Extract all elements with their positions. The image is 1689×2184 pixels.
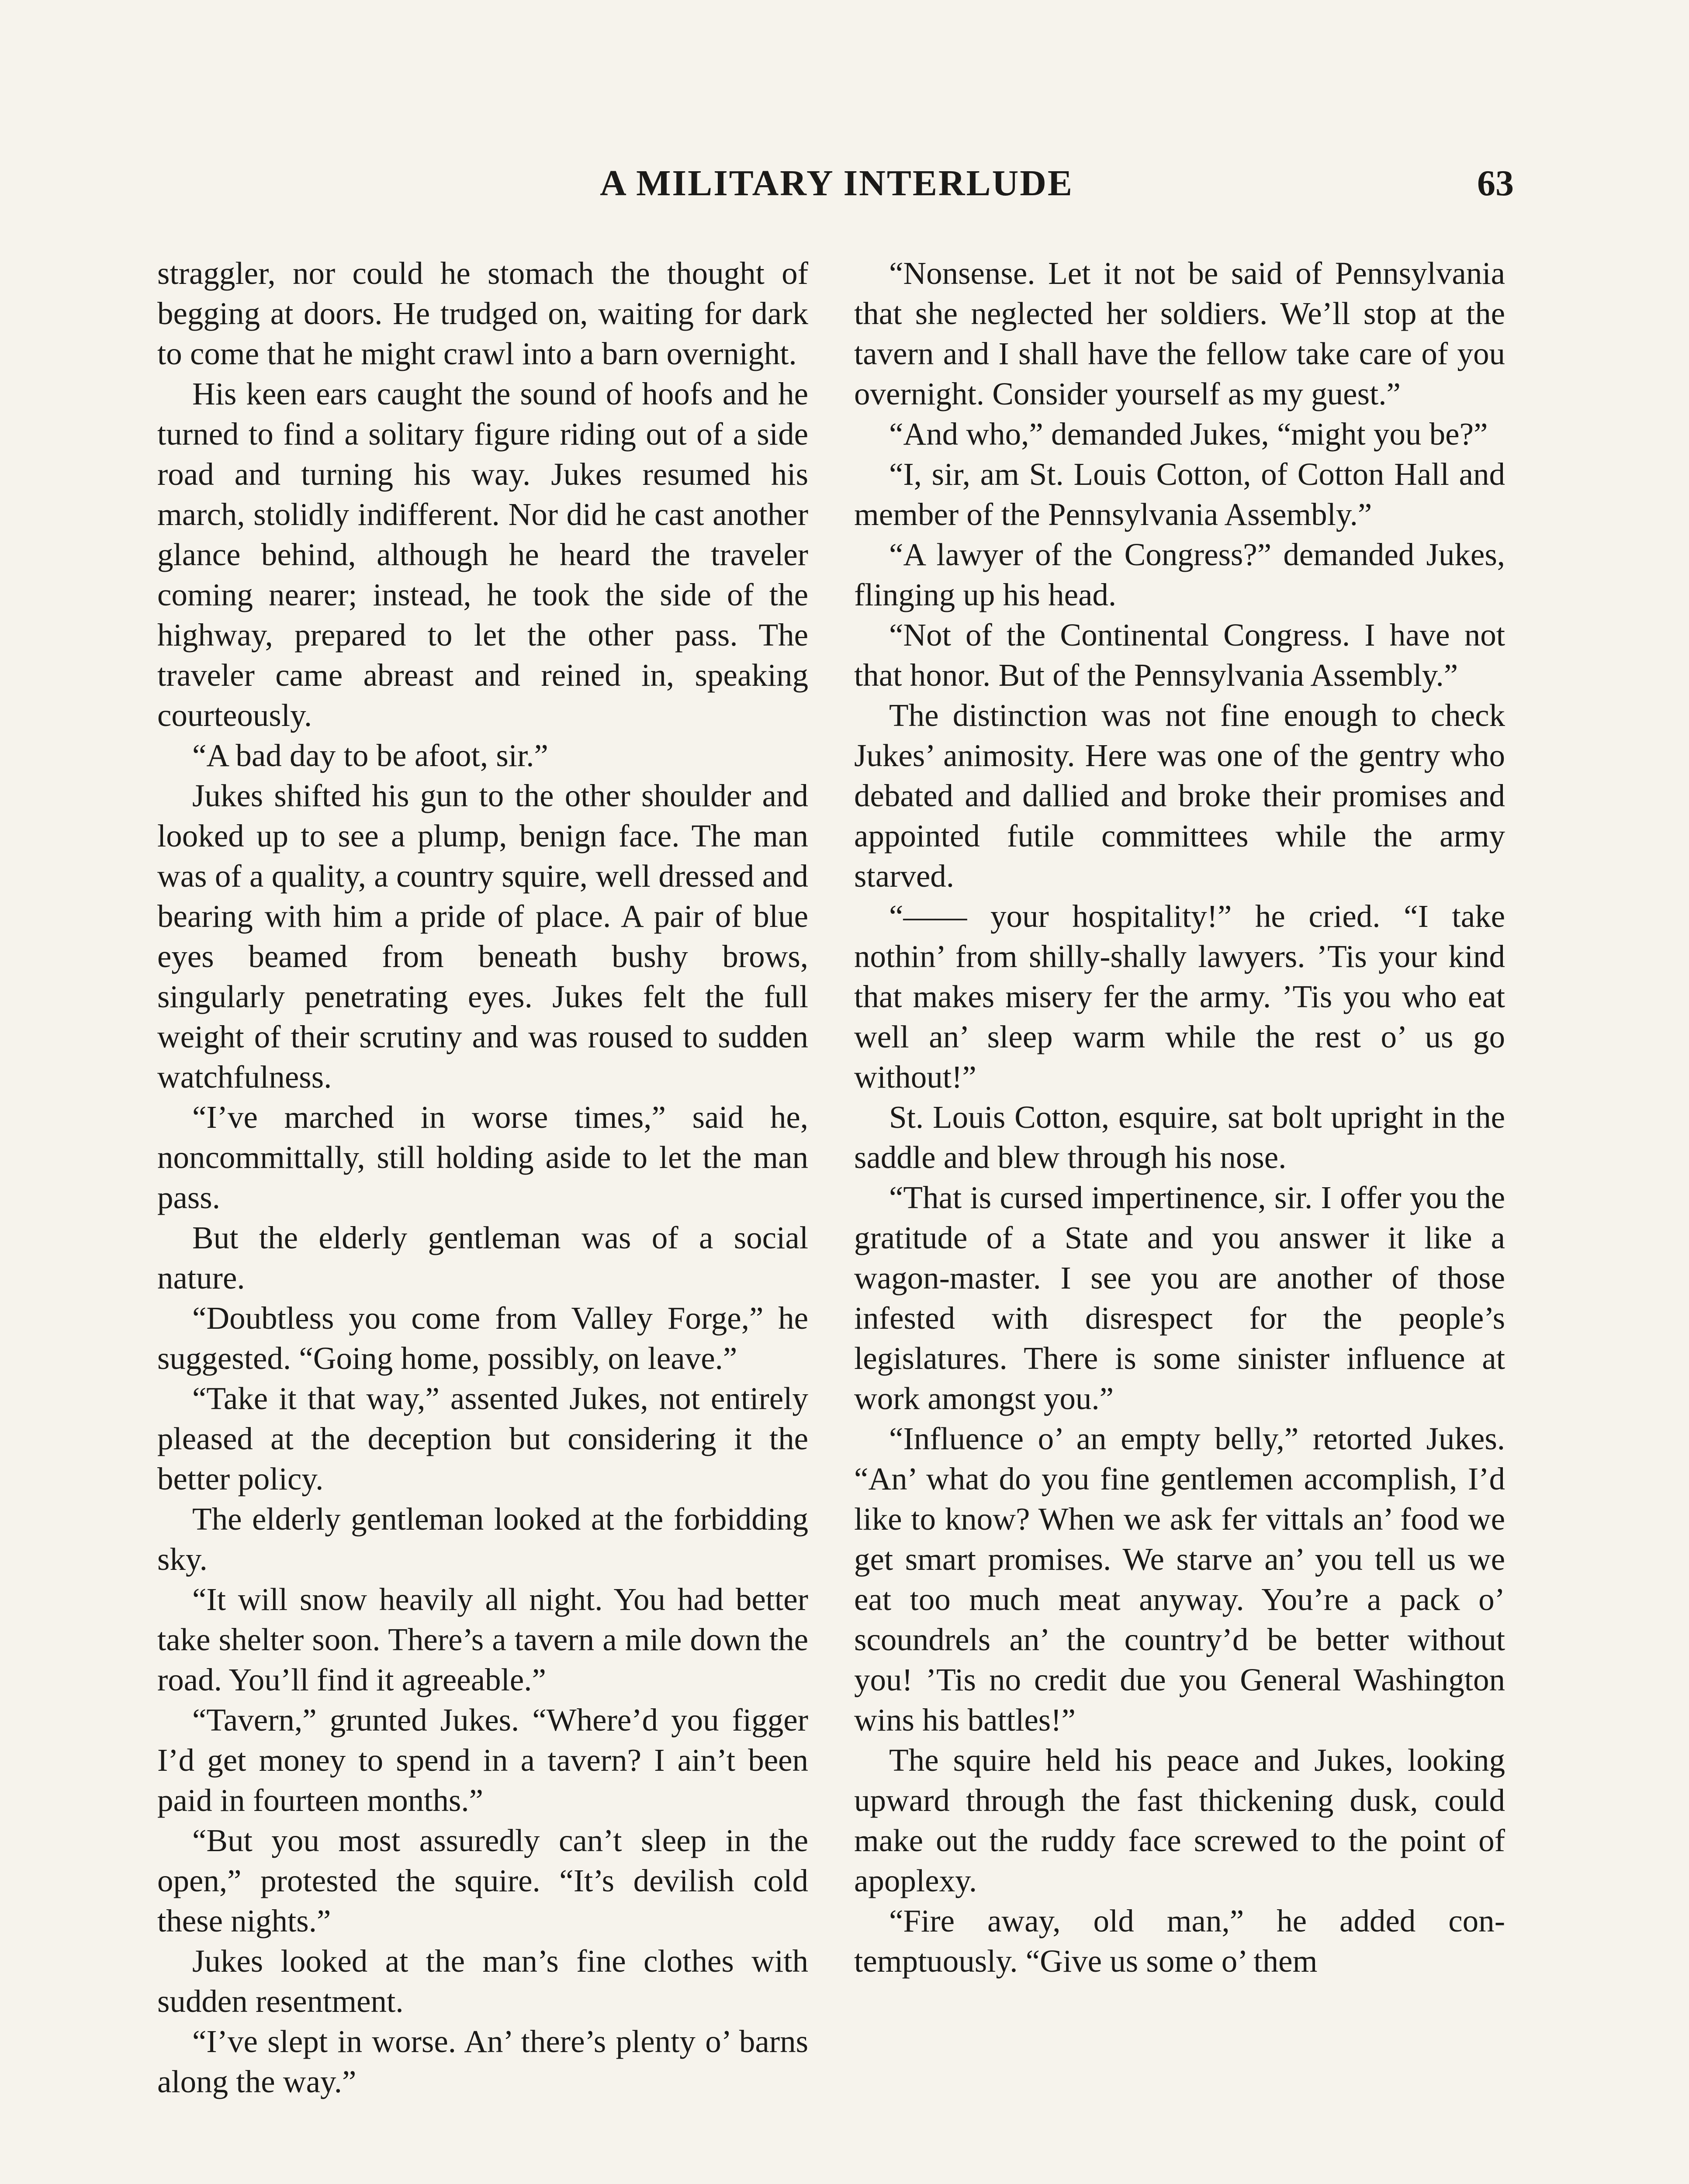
paragraph: “I, sir, am St. Louis Cotton, of Cotton Hall and member of the Pennsylvania Assembly.” [854,456,1505,532]
paragraph: “I’ve slept in worse. An’ there’s plenty o’ barns along the way.” [157,2024,808,2099]
running-title: A MILITARY INTERLUDE [600,163,1073,204]
paragraph: His keen ears caught the sound of hoofs and he turned to find a solitary figure riding out of a side road and turning his way. Jukes resumed his march, stolidly indifferent. Nor did he cast another glance behind, although he heard the traveler coming nearer; instead, he took the side of the highway, prepared to let the other pass. The traveler came abreast and reined in, speaking courteously. [157,376,808,733]
left-column [157,253,808,2102]
paragraph: straggler, nor could he stomach the thought of begging at doors. He trudged on, waiting for dark to come that he might crawl into a barn overnight. [157,256,808,371]
paragraph: “Nonsense. Let it not be said of Pennsylvania that she neglected her soldiers. We’ll stop at the tavern and I shall have the fellow take care of you overnight. Consider yourself as my guest.” [854,256,1505,411]
paragraph: “Take it that way,” assented Jukes, not entirely pleased at the deception but considering it the better policy. [157,1381,808,1496]
paragraph: “That is cursed impertinence, sir. I offer you the gratitude of a State and you answer it like a wagon-master. I see you are another of those infested with disrespect for the people’s legislatures. There is some sinister influence at work amongst you.” [854,1180,1505,1416]
paragraph: “A bad day to be afoot, sir.” [192,738,548,773]
paragraph: “But you most assuredly can’t sleep in the open,” protested the squire. “It’s devilish cold these nights.” [157,1823,808,1939]
paragraph: The distinction was not fine enough to check Jukes’ animosity. Here was one of the gentry who debated and dallied and broke their promises and appointed futile committees while the army starved. [854,698,1505,894]
paragraph: “Tavern,” grunted Jukes. “Where’d you figger I’d get money to spend in a tavern? I ain’t been paid in fourteen months.” [157,1702,808,1818]
paragraph: The elderly gentleman looked at the forbidding sky. [157,1501,808,1577]
paragraph: But the elderly gentleman was of a social nature. [157,1220,808,1296]
paragraph: Jukes shifted his gun to the other shoulder and looked up to see a plump, benign face. The man was of a quality, a country squire, well dressed and bearing with him a pride of place. A pair of blue eyes beamed from beneath bushy brows, singularly penetrating eyes. Jukes felt the full weight of their scrutiny and was roused to sudden watchfulness. [157,778,808,1095]
paragraph: St. Louis Cotton, esquire, sat bolt upright in the saddle and blew through his nose. [854,1099,1505,1175]
page-header [159,159,1514,207]
paragraph: “—— your hospitality!” he cried. “I take nothin’ from shilly-shally lawyers. ’Tis your kind that makes misery fer the army. ’Tis you who eat well an’ sleep warm while the rest o’ us go without!” [854,898,1505,1095]
right-column [854,253,1505,1981]
paragraph: “It will snow heavily all night. You had better take shelter soon. There’s a tavern a mile down the road. You’ll find it agreeable.” [157,1582,808,1697]
paragraph: “And who,” demanded Jukes, “might you be?” [889,416,1488,452]
paragraph: “A lawyer of the Congress?” demanded Jukes, flinging up his head. [854,537,1505,612]
paragraph: “Doubtless you come from Valley Forge,” he suggested. “Going home, possibly, on leave.” [157,1300,808,1376]
paragraph: The squire held his peace and Jukes, looking upward through the fast thickening dusk, could make out the ruddy face screwed to the point of apoplexy. [854,1742,1505,1898]
paragraph: “I’ve marched in worse times,” said he, noncommittally, still holding aside to let the man pass. [157,1099,808,1215]
page-number: 63 [1477,163,1514,204]
paragraph: “Influence o’ an empty belly,” retorted Jukes. “An’ what do you fine gentlemen accomplish, I’d like to know? When we ask fer vittals an’ food we get smart promises. We starve an’ you tell us we eat too much meat anyway. You’re a pack o’ scoundrels an’ the country’d be better without you! ’Tis no credit due you General Washington wins his battles!” [854,1421,1505,1738]
paragraph: “Not of the Continental Congress. I have not that honor. But of the Pennsylvania Assembly.” [854,617,1505,693]
paragraph: Jukes looked at the man’s fine clothes with sudden resentment. [157,1943,808,2019]
paragraph: “Fire away, old man,” he added contemptuously. “Give us some o’ them [854,1903,1505,1979]
